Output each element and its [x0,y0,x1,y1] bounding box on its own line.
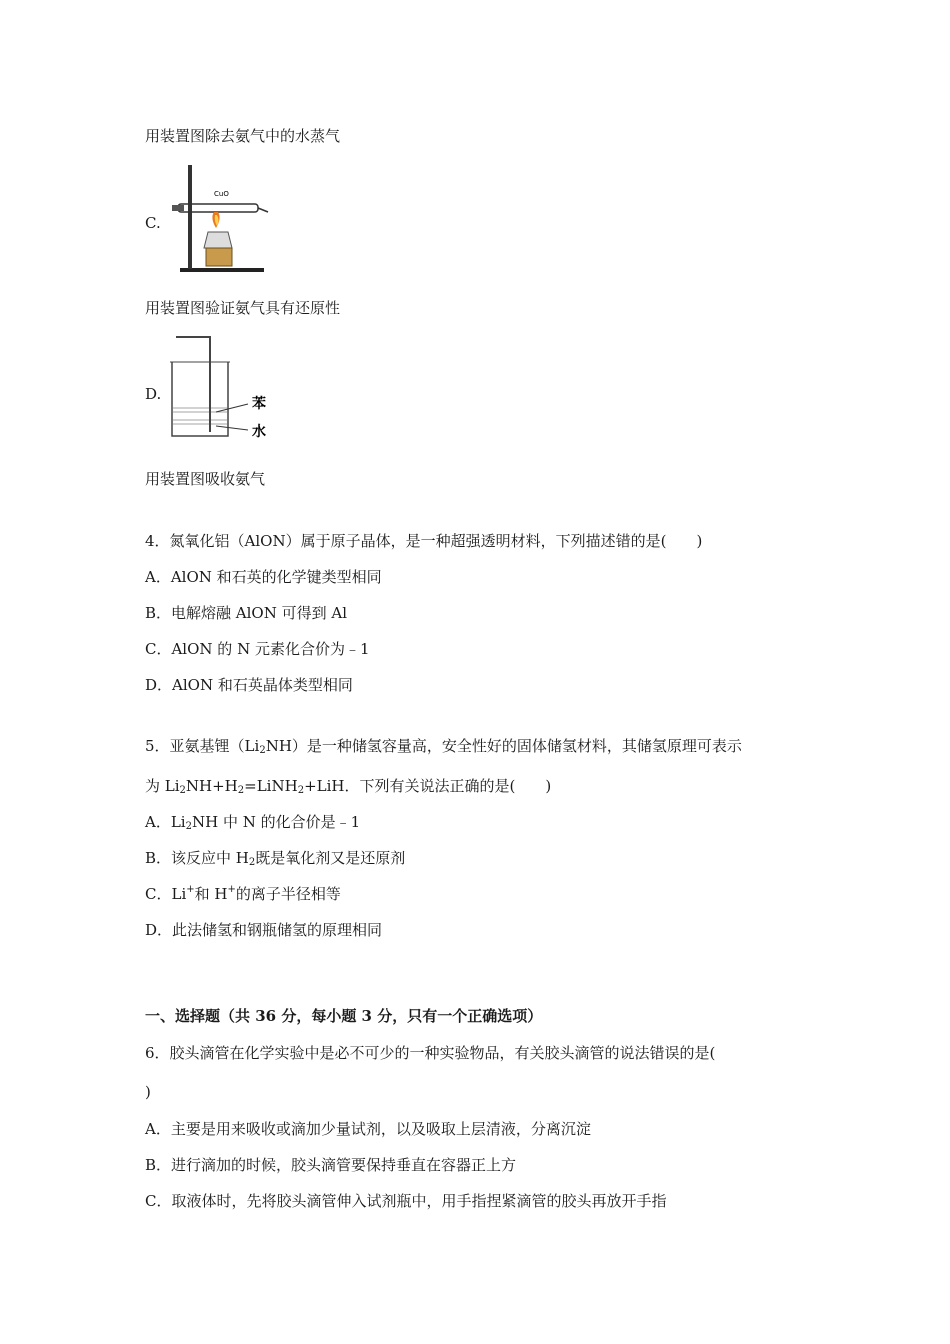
question-4-option-c: C．AlON 的 N 元素化合价为﹣1 [145,640,370,658]
stand-rod [188,165,192,269]
tube [176,337,210,432]
stand-base [180,268,264,272]
question-6-stem-end: ) [145,1083,151,1101]
benzene-label: 苯 [252,396,266,412]
option-d-description: 用装置图吸收氨气 [145,470,266,488]
question-5-option-a: A．$Li_2NH$ 中 N 的化合价是﹣1 [145,813,361,832]
beaker [172,362,228,436]
option-d-label: D. [145,385,162,403]
question-4-option-d: D．AlON 和石英晶体类型相同 [145,676,353,694]
question-5-option-b: B．该反应中 $H_2$既是氧化剂又是还原剂 [145,849,406,868]
question-5-option-c: C．Li+和 H+的离子半径相等 [145,884,341,903]
question-6-stem: 6．胶头滴管在化学实验中是必不可少的一种实验物品，有关胶头滴管的说法错误的是( [145,1044,716,1062]
question-5-stem-line2: 为 $Li_2NH+H_2=LiNH_2+LiH$．下列有关说法正确的是( ) [145,777,552,796]
question-6-option-a: A．主要是用来吸收或滴加少量试剂，以及吸取上层清液，分离沉淀 [145,1120,591,1138]
lamp [204,232,232,248]
question-4-option-a: A．AlON 和石英的化学键类型相同 [145,568,382,586]
question-4-stem: 4．氮氧化铝（AlON）属于原子晶体，是一种超强透明材料，下列描述错的是( ) [145,532,703,550]
apparatus-figure-d [170,332,280,442]
block [206,248,232,266]
question-4-option-b: B．电解熔融 AlON 可得到 Al [145,604,348,622]
section-heading: 一、选择题（共 36 分，每小题 3 分，只有一个正确选项） [145,1007,543,1025]
question-5-stem-line1: 5．亚氨基锂$(Li_2NH)$是一种储氢容量高，安全性好的固体储氢材料，其储氢原理可表示 [145,737,742,756]
apparatus-figure-c [170,160,270,275]
option-c-label: C. [145,214,161,232]
water-label: 水 [252,424,266,440]
stopper [172,205,184,211]
question-5-option-d: D．此法储氢和钢瓶储氢的原理相同 [145,921,383,939]
option-c-description: 用装置图验证氨气具有还原性 [145,299,341,317]
question-6-option-c: C．取液体时，先将胶头滴管伸入试剂瓶中，用手指捏紧滴管的胶头再放开手指 [145,1192,667,1210]
question-6-option-b: B．进行滴加的时候，胶头滴管要保持垂直在容器正上方 [145,1156,517,1174]
option-b-description: 用装置图除去氨气中的水蒸气 [145,127,341,145]
cuo-label: CuO [214,190,229,198]
